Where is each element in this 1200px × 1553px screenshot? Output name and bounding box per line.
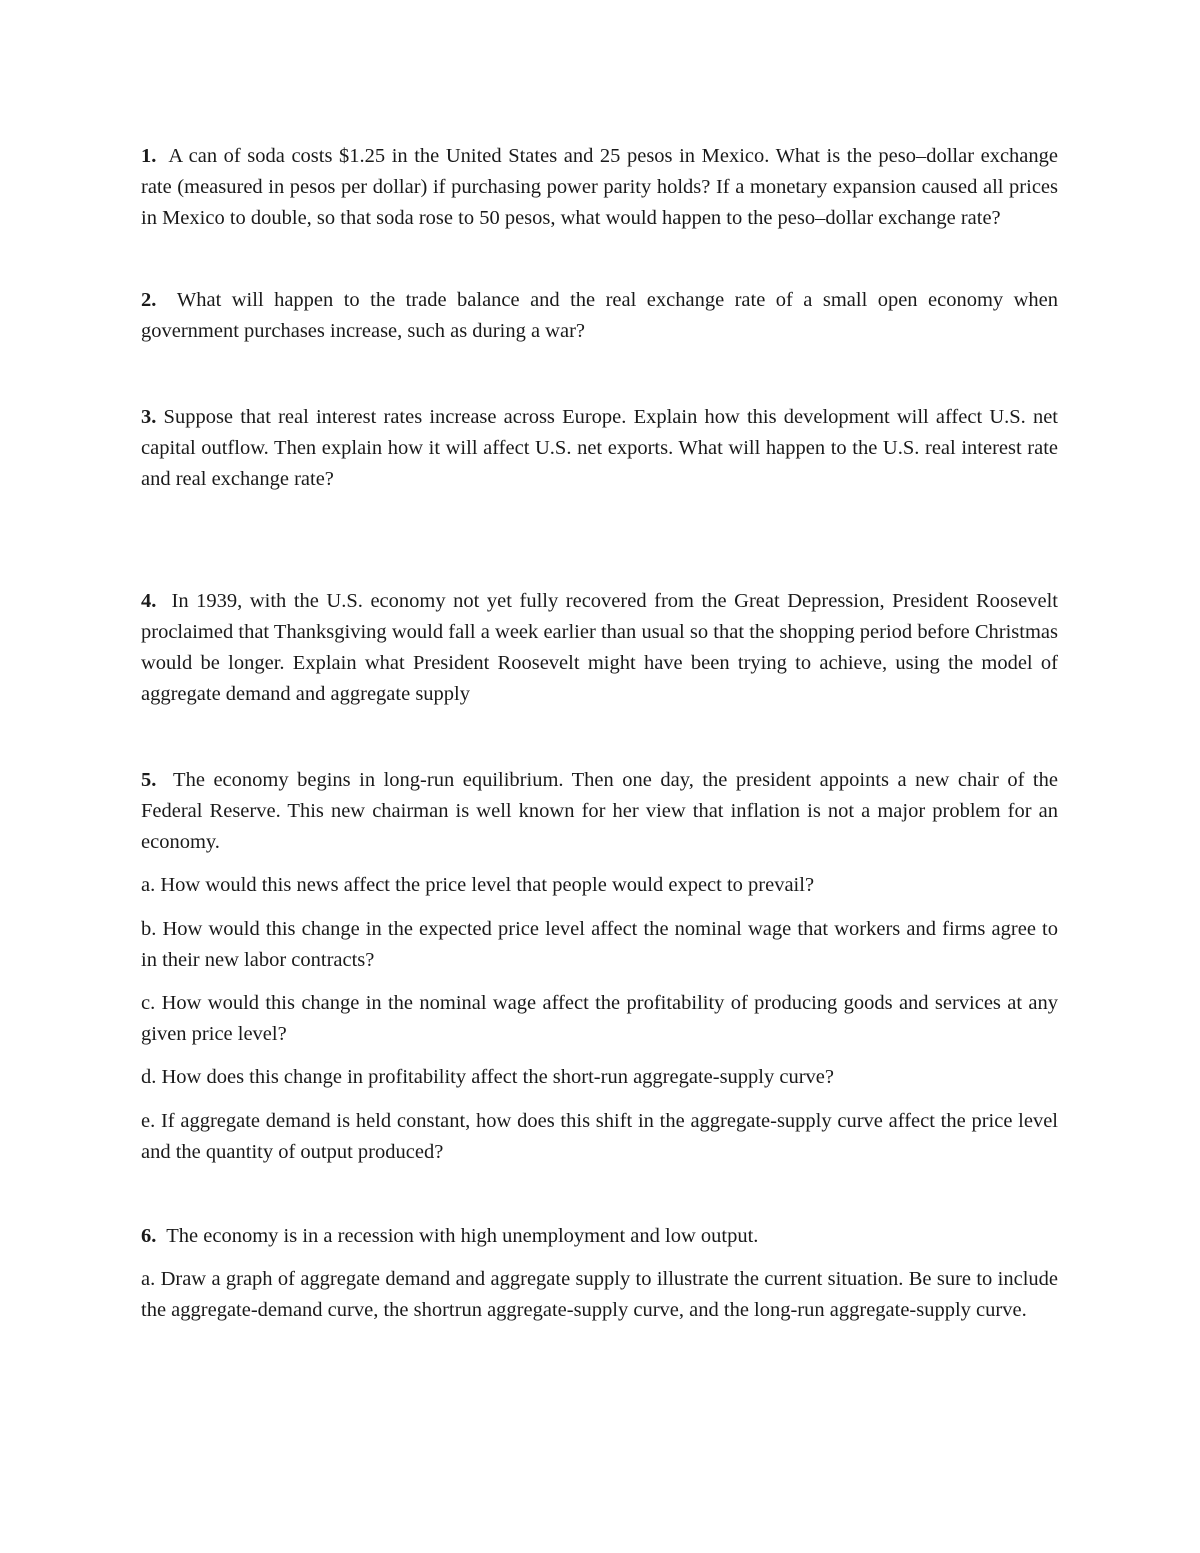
document-body	[141, 141, 1058, 1326]
question-6-part-a: a. Draw a graph of aggregate demand and aggregate supply to illustrate the current situation. Be sure to include the aggregate-demand curve, the shortrun aggregate-supply curve, and the long-run aggregate-supply curve.	[141, 1268, 1058, 1321]
question-text: In 1939, with the U.S. economy not yet fully recovered from the Great Depression, President Roosevelt proclaimed that Thanksgiving would fall a week earlier than usual so that the shopping period before Christmas would be longer. Explain what President Roosevelt might have been trying to achieve, using the model of aggregate demand and aggregate supply	[141, 590, 1059, 705]
question-5-part-c: c. How would this change in the nominal wage affect the profitability of producing goods and services at any given price level?	[141, 992, 1058, 1045]
question-4	[141, 586, 1058, 710]
question-text: A can of soda costs $1.25 in the United States and 25 pesos in Mexico. What is the peso–dollar exchange rate (measured in pesos per dollar) if purchasing power parity holds? If a monetary expansion caused all prices in Mexico to double, so that soda rose to 50 pesos, what would happen to the peso–dollar exchange rate?	[141, 145, 1058, 229]
question-3	[141, 402, 1058, 495]
question-2	[141, 285, 1058, 347]
question-5-part-d: d. How does this change in profitability affect the short-run aggregate-supply curve?	[141, 1066, 834, 1088]
question-5-part-a: a. How would this news affect the price level that people would expect to prevail?	[141, 874, 815, 896]
question-text: The economy is in a recession with high unemployment and low output.	[166, 1225, 759, 1247]
question-5-part-e: e. If aggregate demand is held constant, how does this shift in the aggregate-supply curve affect the price level and the quantity of output produced?	[141, 1110, 1058, 1163]
question-text: The economy begins in long-run equilibrium. Then one day, the president appoints a new chair of the Federal Reserve. This new chairman is well known for her view that inflation is not a major problem for an economy.	[141, 769, 1058, 853]
question-number: 6.	[141, 1225, 157, 1247]
question-number: 2.	[141, 289, 157, 311]
question-number: 5.	[141, 769, 157, 791]
question-5	[141, 765, 1058, 858]
question-text: Suppose that real interest rates increase across Europe. Explain how this development will affect U.S. net capital outflow. Then explain how it will affect U.S. net exports. What will happen to the U.S. real interest rate and real exchange rate?	[141, 406, 1058, 490]
question-6	[141, 1221, 1058, 1252]
question-text: What will happen to the trade balance and the real exchange rate of a small open economy when government purchases increase, such as during a war?	[141, 289, 1058, 342]
question-5-part-b: b. How would this change in the expected price level affect the nominal wage that workers and firms agree to in their new labor contracts?	[141, 918, 1058, 971]
question-1	[141, 141, 1058, 234]
question-number: 3.	[141, 406, 157, 428]
question-number: 4.	[141, 590, 157, 612]
question-number: 1.	[141, 145, 157, 167]
